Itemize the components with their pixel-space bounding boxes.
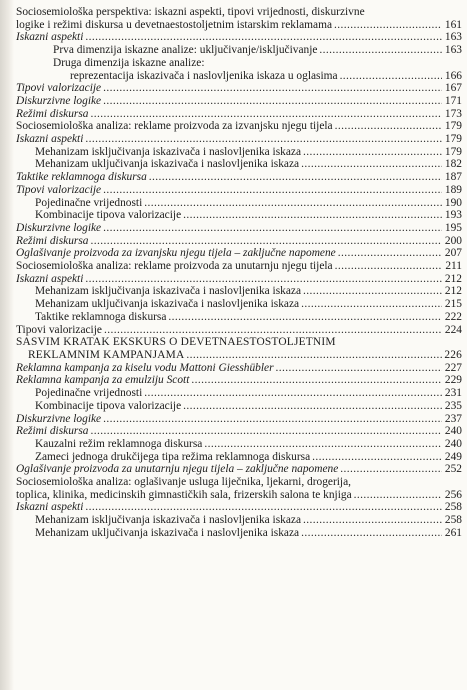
- toc-entry-title: Tipovi valorizacije: [16, 323, 102, 336]
- toc-page-number: 256: [444, 488, 462, 501]
- dot-leader: [319, 44, 442, 57]
- toc-entry-title: SASVIM KRATAK EKSKURS O DEVETNAESTOSTOLJETNIM: [16, 336, 336, 349]
- toc-entry-title: Režimi diskursa: [16, 107, 89, 120]
- toc-page-number: 227: [444, 361, 462, 374]
- toc-page-number: 161: [444, 18, 462, 31]
- toc-entry-title: Zameci jednoga drukčijega tipa režima reklamnoga diskursa: [35, 450, 311, 463]
- toc-page-number: 173: [444, 107, 462, 120]
- toc-entry: [16, 235, 462, 248]
- toc-entry: [16, 158, 462, 171]
- toc-page-number: 235: [444, 399, 462, 412]
- dot-leader: [144, 387, 442, 400]
- toc-entry: [16, 95, 462, 108]
- toc-entry: [16, 476, 462, 501]
- dot-leader: [90, 108, 442, 121]
- dot-leader: [168, 311, 442, 324]
- toc-entry: [16, 57, 462, 82]
- dot-leader: [144, 197, 442, 210]
- toc-entry: [16, 298, 462, 311]
- page-edge-shadow: [0, 0, 14, 690]
- dot-leader: [338, 247, 442, 260]
- toc-entry: [16, 247, 462, 260]
- toc-page-number: 237: [444, 412, 462, 425]
- dot-leader: [85, 501, 442, 514]
- dot-leader: [303, 514, 442, 527]
- toc-entry-title: Taktike reklamnoga diskursa: [16, 171, 147, 184]
- toc-entry-title: Iskazni aspekti: [16, 133, 84, 146]
- toc-entry: [16, 400, 462, 413]
- toc-entry-title: Režimi diskursa: [16, 425, 89, 438]
- toc-entry: [16, 133, 462, 146]
- dot-leader: [303, 146, 442, 159]
- toc-entry: [16, 171, 462, 184]
- toc-entry-title: Tipovi valorizacije: [16, 183, 102, 196]
- dot-leader: [85, 133, 442, 146]
- dot-leader: [103, 184, 442, 197]
- toc-page-number: 171: [444, 94, 462, 107]
- toc-page-number: 258: [444, 501, 462, 514]
- toc-entry-title: Druga dimenzija iskazne analize:: [53, 56, 205, 69]
- dot-leader: [312, 451, 442, 464]
- toc-entry: [16, 527, 462, 540]
- dot-leader: [301, 527, 442, 540]
- toc-entry-title: Oglašivanje proizvoda za unutarnju njegu tijela – zaključne napomene: [16, 463, 339, 476]
- toc-entry-title: Iskazni aspekti: [16, 272, 84, 285]
- toc-entry-title: Kombinacije tipova valorizacije: [35, 399, 182, 412]
- toc-page-number: 249: [444, 450, 462, 463]
- dot-leader: [103, 413, 442, 426]
- toc-page-number: 182: [444, 158, 462, 171]
- toc-entry: [16, 108, 462, 121]
- dot-leader: [340, 463, 442, 476]
- toc-entry-title: Mehanizam uključivanja iskazivača i naslovljenika iskaza: [35, 298, 300, 311]
- toc-entry: [16, 44, 462, 57]
- toc-entry-title: Reklamna kampanja za emulziju Scott: [16, 374, 190, 387]
- toc-page-number: 261: [444, 526, 462, 539]
- dot-leader: [104, 324, 442, 337]
- toc-entry-title: Mehanizam isključivanja iskazivača i naslovljenika iskaza: [35, 145, 302, 158]
- dot-leader: [90, 235, 442, 248]
- toc-entry: [16, 285, 462, 298]
- toc-page-number: 190: [444, 196, 462, 209]
- toc-page-number: 240: [444, 425, 462, 438]
- toc-entry-title: Diskurzivne logike: [16, 412, 102, 425]
- toc-page-number: 193: [444, 209, 462, 222]
- toc-entry: [16, 31, 462, 44]
- toc-entry: [16, 413, 462, 426]
- toc-page-number: 163: [444, 31, 462, 44]
- toc-entry: [16, 6, 462, 31]
- dot-leader: [103, 82, 442, 95]
- toc-page-number: 224: [444, 323, 462, 336]
- toc-entry-title: Pojedinačne vrijednosti: [35, 387, 143, 400]
- dot-leader: [354, 489, 442, 502]
- toc-entry-title: Pojedinačne vrijednosti: [35, 196, 143, 209]
- toc-page-number: 179: [444, 133, 462, 146]
- toc-entry-title: Sociosemiološka analiza: reklame proizvoda za unutarnju njegu tijela: [16, 260, 333, 273]
- toc-entry: [16, 336, 462, 361]
- toc-page-number: 226: [444, 348, 462, 361]
- toc-entry: [16, 184, 462, 197]
- toc-entry: [16, 273, 462, 286]
- dot-leader: [103, 95, 442, 108]
- dot-leader: [335, 120, 442, 133]
- dot-leader: [85, 31, 442, 44]
- dot-leader: [186, 349, 442, 362]
- toc-page-number: 189: [444, 183, 462, 196]
- toc-entry: [16, 451, 462, 464]
- toc-entry-title: reprezentacija iskazivača i naslovljenika iskaza u oglasima: [70, 69, 338, 82]
- toc-page-number: 179: [444, 120, 462, 133]
- toc-entry: [16, 362, 462, 375]
- dot-leader: [303, 285, 442, 298]
- toc-entry-title: Taktike reklamnoga diskursa: [35, 310, 167, 323]
- toc-page-number: 258: [444, 514, 462, 527]
- toc-entry: [16, 425, 462, 438]
- toc-page-number: 212: [444, 285, 462, 298]
- toc-page-number: 187: [444, 171, 462, 184]
- toc-page-number: 215: [444, 298, 462, 311]
- toc-entry-title: Reklamna kampanja za kiselu vodu Mattoni Giesshübler: [16, 361, 274, 374]
- toc-entry-title: Kauzalni režim reklamnoga diskursa: [35, 437, 203, 450]
- toc-entry-title: Režimi diskursa: [16, 234, 89, 247]
- toc-entry-title: Tipovi valorizacije: [16, 82, 102, 95]
- dot-leader: [334, 19, 442, 32]
- toc-entry: [16, 120, 462, 133]
- dot-leader: [191, 374, 442, 387]
- toc-page-number: 167: [444, 82, 462, 95]
- toc-entry: [16, 438, 462, 451]
- toc-entry: [16, 324, 462, 337]
- toc-entry: [16, 311, 462, 324]
- toc-page-number: 240: [444, 437, 462, 450]
- toc-entry-title: Sociosemiološka perspektiva: iskazni aspekti, tipovi vrijednosti, diskurzivne: [16, 6, 365, 18]
- dot-leader: [301, 158, 442, 171]
- dot-leader: [85, 273, 442, 286]
- toc-entry-title: Diskurzivne logike: [16, 221, 102, 234]
- table-of-contents: [16, 6, 462, 540]
- toc-entry-title: Kombinacije tipova valorizacije: [35, 209, 182, 222]
- toc-entry-title: Iskazni aspekti: [16, 31, 84, 44]
- toc-entry-title: Oglašivanje proizvoda za izvanjsku njegu tijela – zaključne napomene: [16, 247, 336, 260]
- toc-entry-title: Prva dimenzija iskazne analize: uključivanje/isključivanje: [53, 44, 318, 57]
- toc-entry-title: Sociosemiološka analiza: reklame proizvoda za izvanjsku njegu tijela: [16, 120, 333, 133]
- toc-entry-title: Mehanizam uključivanja iskazivača i naslovljenika iskaza: [35, 158, 300, 171]
- toc-entry: [16, 222, 462, 235]
- toc-page-number: 179: [444, 145, 462, 158]
- dot-leader: [103, 222, 442, 235]
- toc-entry: [16, 146, 462, 159]
- toc-entry-title: Mehanizam isključivanja iskazivača i naslovljenika iskaza: [35, 514, 302, 527]
- dot-leader: [340, 70, 442, 83]
- dot-leader: [149, 171, 442, 184]
- toc-entry: [16, 209, 462, 222]
- toc-entry-title: toplica, klinika, medicinskih gimnastičkih sala, frizerskih salona te knjiga: [16, 488, 352, 501]
- toc-page-number: 211: [445, 260, 462, 273]
- toc-entry: [16, 197, 462, 210]
- toc-page-number: 231: [444, 387, 462, 400]
- toc-entry-title: Mehanizam uključivanja iskazivača i naslovljenika iskaza: [35, 526, 300, 539]
- dot-leader: [90, 425, 442, 438]
- toc-page-number: 195: [444, 221, 462, 234]
- dot-leader: [204, 438, 442, 451]
- toc-entry: [16, 501, 462, 514]
- toc-entry: [16, 374, 462, 387]
- toc-entry-title: logike i režimi diskursa u devetnaestostoljetnim istarskim reklamama: [16, 18, 333, 31]
- toc-page-number: 166: [444, 69, 462, 82]
- toc-page-number: 252: [444, 463, 462, 476]
- toc-page-number: 222: [444, 310, 462, 323]
- toc-page-number: 212: [444, 272, 462, 285]
- toc-page-number: 163: [444, 44, 462, 57]
- dot-leader: [276, 362, 442, 375]
- dot-leader: [301, 298, 442, 311]
- toc-entry: [16, 82, 462, 95]
- dot-leader: [183, 209, 442, 222]
- toc-page-number: 200: [444, 234, 462, 247]
- toc-page-number: 207: [444, 247, 462, 260]
- dot-leader: [335, 260, 442, 273]
- toc-entry: [16, 463, 462, 476]
- dot-leader: [183, 400, 442, 413]
- toc-entry-title: Iskazni aspekti: [16, 501, 84, 514]
- toc-page-number: 229: [444, 374, 462, 387]
- toc-entry-title: REKLAMNIM KAMPANJAMA: [28, 348, 185, 361]
- toc-entry-title: Mehanizam isključivanja iskazivača i naslovljenika iskaza: [35, 285, 302, 298]
- toc-entry-title: Sociosemiološka analiza: oglašivanje usluga liječnika, ljekarni, drogerija,: [16, 476, 351, 489]
- toc-entry: [16, 260, 462, 273]
- toc-entry: [16, 514, 462, 527]
- toc-entry-title: Diskurzivne logike: [16, 94, 102, 107]
- toc-entry: [16, 387, 462, 400]
